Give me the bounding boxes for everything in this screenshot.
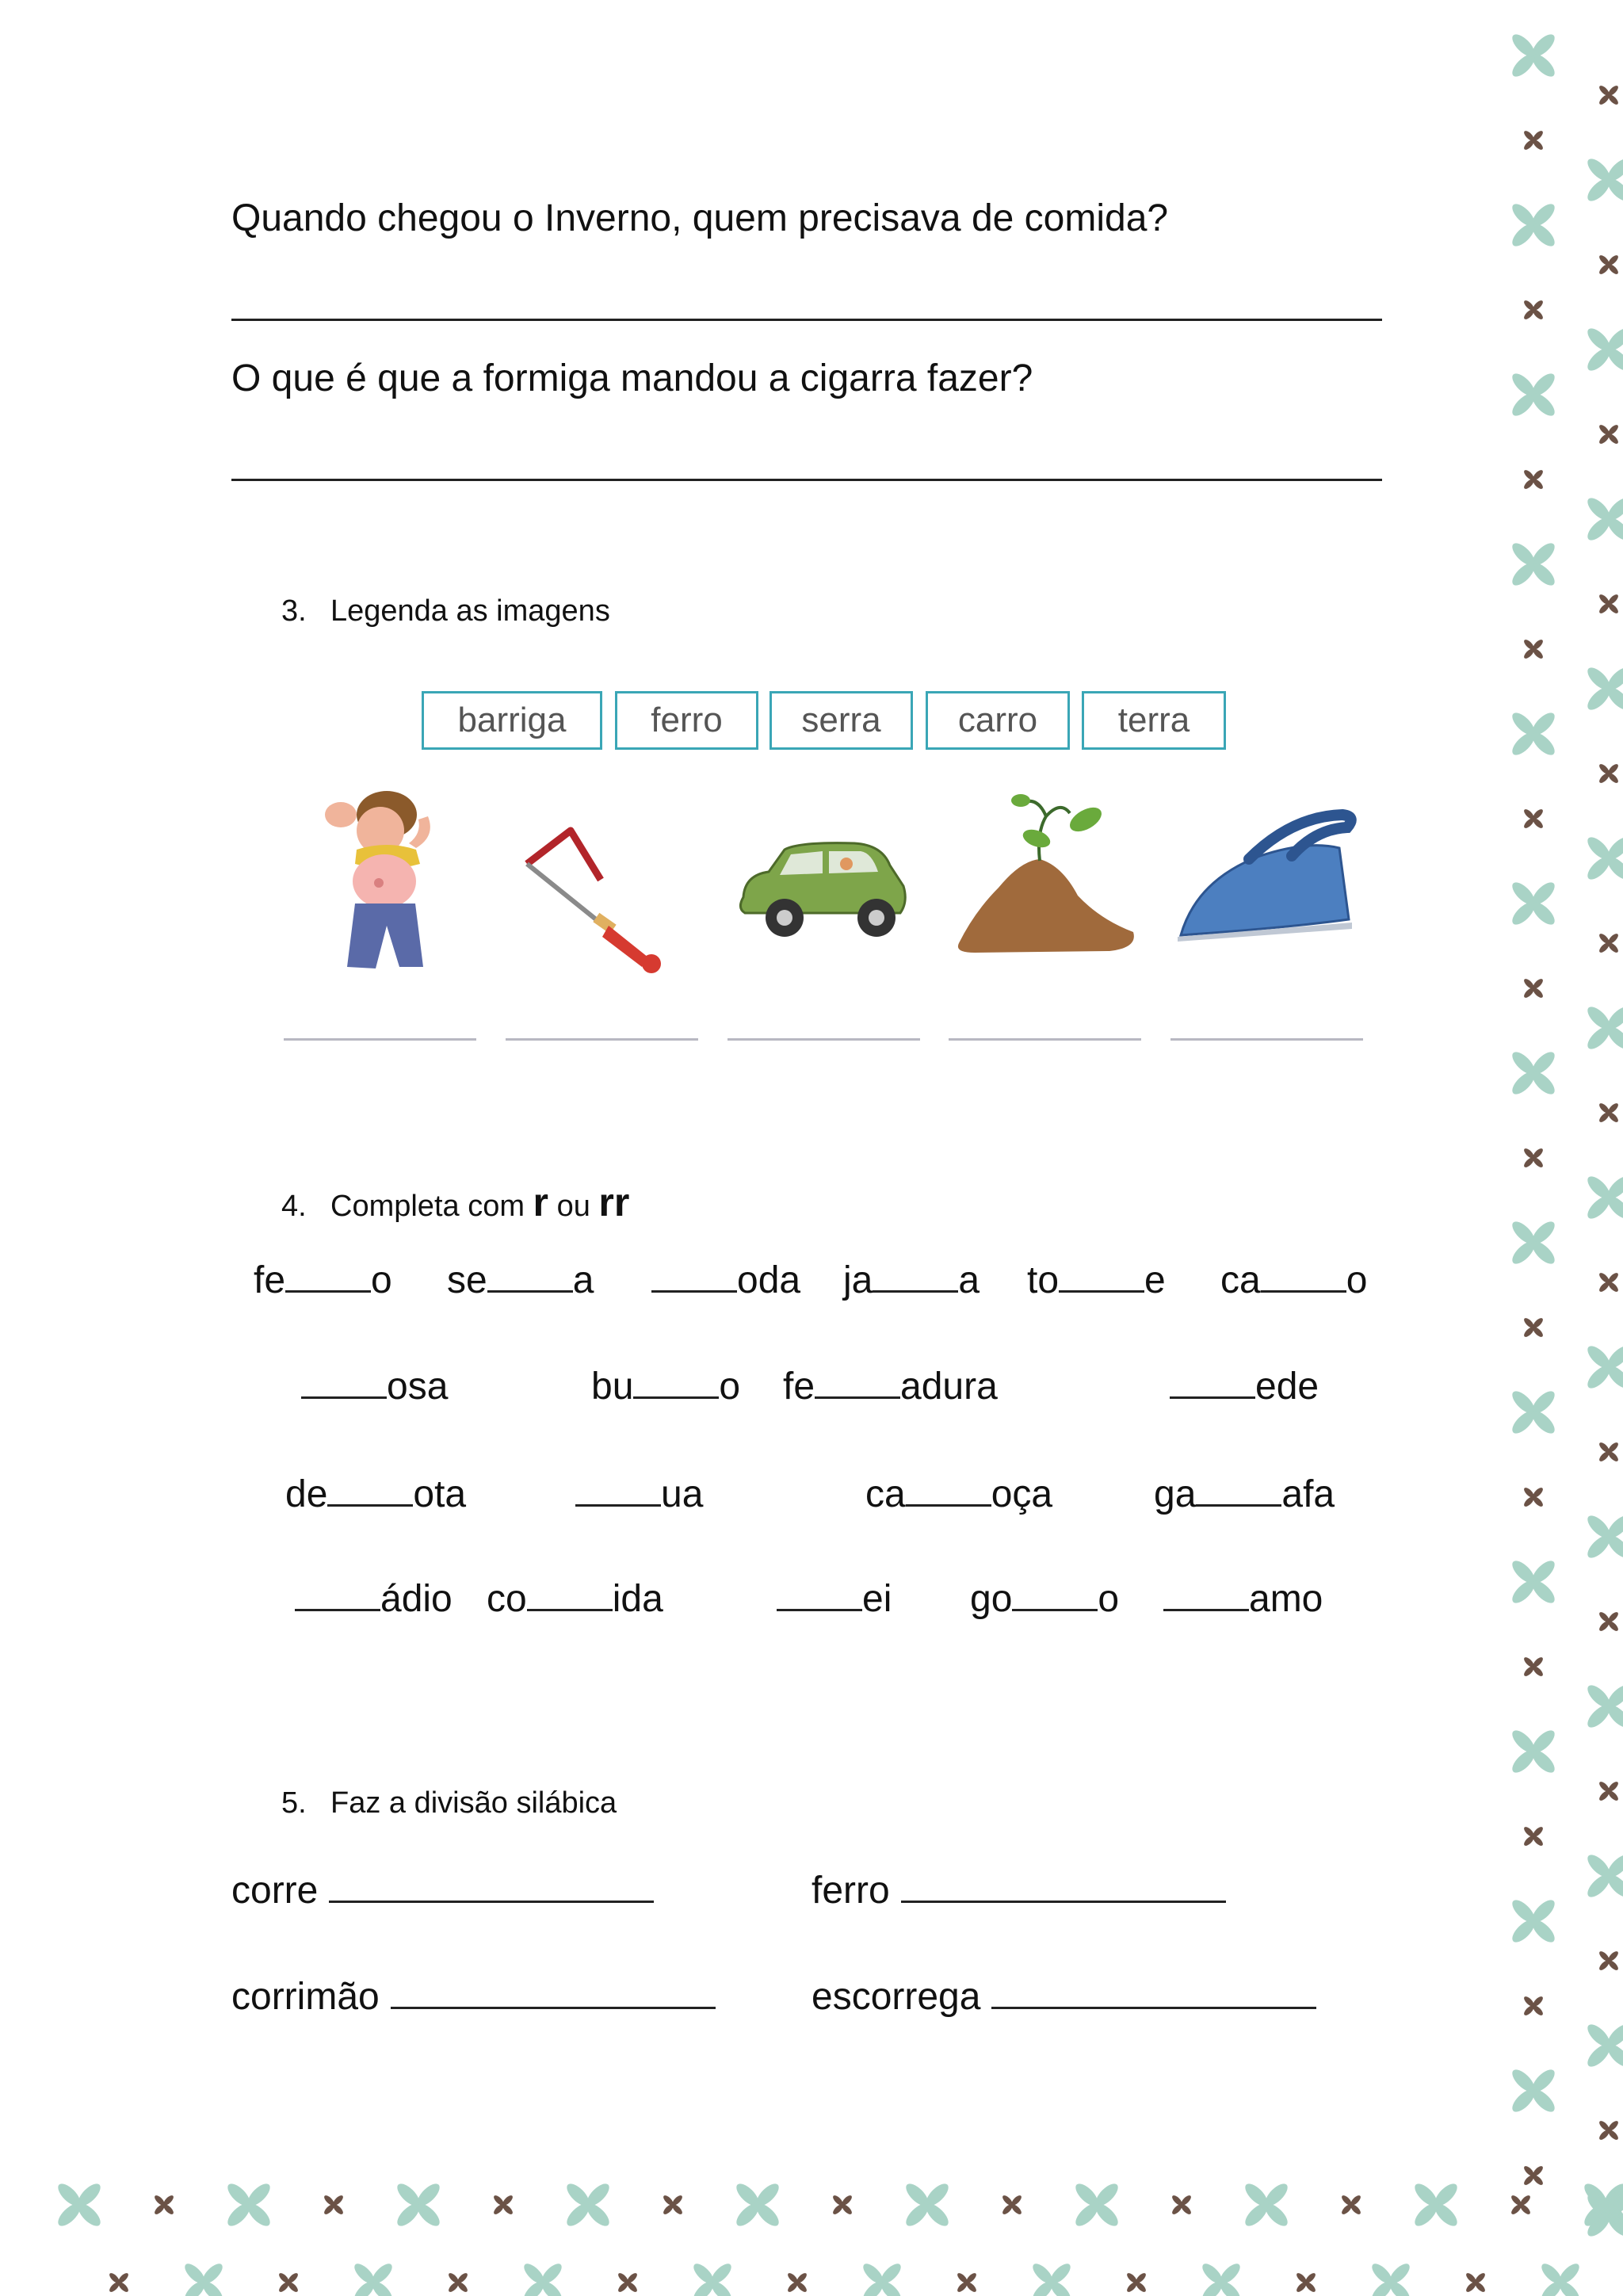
flower-ornament — [1509, 370, 1558, 419]
flower-ornament — [1369, 2260, 1412, 2296]
fill-item[interactable]: co ida — [487, 1578, 663, 1620]
section-4-ou: ou — [556, 1190, 590, 1223]
flower-ornament — [1584, 664, 1623, 713]
syllable-item-corre[interactable]: corre — [231, 1869, 654, 1912]
flower-ornament — [447, 2271, 469, 2294]
flower-ornament — [1029, 2260, 1073, 2296]
flower-ornament — [1125, 2271, 1148, 2294]
flower-ornament — [1584, 1512, 1623, 1561]
flower-ornament — [153, 2194, 175, 2216]
iron-icon — [1173, 800, 1363, 943]
decorative-border-right — [1498, 0, 1623, 2296]
decorative-border-bottom — [0, 2156, 1623, 2296]
flower-ornament — [1509, 1218, 1558, 1267]
flower-ornament — [351, 2260, 395, 2296]
answer-line-2[interactable] — [231, 479, 1382, 481]
fill-item[interactable]: fe adura — [783, 1366, 998, 1408]
flower-ornament — [1509, 1897, 1558, 1946]
section-5-number: 5. — [281, 1786, 307, 1820]
flower-ornament — [1598, 423, 1620, 445]
flower-ornament — [1598, 762, 1620, 785]
flower-ornament — [617, 2271, 639, 2294]
flower-ornament — [492, 2194, 514, 2216]
flower-ornament — [108, 2271, 130, 2294]
flower-ornament — [1522, 638, 1545, 660]
flower-ornament — [860, 2260, 903, 2296]
fill-item[interactable]: ga afa — [1154, 1473, 1335, 1515]
flower-ornament — [1584, 495, 1623, 544]
word-box-barriga: barriga — [422, 691, 602, 750]
flower-ornament — [224, 2180, 273, 2229]
flower-ornament — [1242, 2180, 1291, 2229]
flower-ornament — [1522, 1147, 1545, 1169]
caption-line-2[interactable] — [506, 1038, 698, 1041]
caption-line-1[interactable] — [284, 1038, 476, 1041]
flower-ornament — [1598, 1441, 1620, 1463]
flower-ornament — [1584, 1851, 1623, 1901]
flower-ornament — [1465, 2271, 1487, 2294]
flower-ornament — [662, 2194, 684, 2216]
flower-ornament — [1598, 2119, 1620, 2141]
section-3-number: 3. — [281, 594, 307, 628]
flower-ornament — [1581, 2180, 1623, 2229]
flower-ornament — [1598, 254, 1620, 276]
flower-ornament — [1538, 2260, 1582, 2296]
flower-ornament — [563, 2180, 613, 2229]
question-winter: Quando chegou o Inverno, quem precisava de comida? — [231, 197, 1169, 239]
flower-ornament — [956, 2271, 978, 2294]
flower-ornament — [1340, 2194, 1362, 2216]
syllable-item-ferro[interactable]: ferro — [812, 1869, 1226, 1912]
flower-ornament — [1509, 2066, 1558, 2115]
section-4-title — [281, 1179, 629, 1225]
section-5-label: Faz a divisão silábica — [330, 1786, 617, 1820]
flower-ornament — [323, 2194, 345, 2216]
caption-line-4[interactable] — [949, 1038, 1141, 1041]
section-4-number: 4. — [281, 1190, 307, 1223]
option-r: r — [533, 1180, 549, 1224]
flower-ornament — [1522, 977, 1545, 999]
caption-line-3[interactable] — [727, 1038, 920, 1041]
flower-ornament — [521, 2260, 564, 2296]
flower-ornament — [831, 2194, 854, 2216]
fill-item[interactable]: ua — [575, 1473, 703, 1516]
flower-ornament — [1199, 2260, 1243, 2296]
syllable-item-escorrega[interactable]: escorrega — [812, 1975, 1316, 2019]
syllable-item-corrimao[interactable]: corrimão — [231, 1975, 716, 2019]
flower-ornament — [1522, 1316, 1545, 1339]
caption-line-5[interactable] — [1170, 1038, 1363, 1041]
flower-ornament — [1522, 808, 1545, 830]
flower-ornament — [1001, 2194, 1023, 2216]
flower-ornament — [1522, 129, 1545, 151]
flower-ornament — [1522, 299, 1545, 321]
flower-ornament — [1509, 1388, 1558, 1437]
flower-ornament — [1509, 201, 1558, 250]
section-4-label: Completa com — [330, 1190, 525, 1223]
soil-plant-icon — [951, 793, 1141, 959]
flower-ornament — [1522, 1656, 1545, 1678]
flower-ornament — [1584, 1682, 1623, 1731]
fill-item[interactable]: osa — [301, 1365, 448, 1408]
flower-ornament — [1509, 709, 1558, 758]
flower-ornament — [1509, 1557, 1558, 1606]
flower-ornament — [1584, 1173, 1623, 1222]
flower-ornament — [55, 2180, 104, 2229]
flower-ornament — [1522, 1486, 1545, 1508]
flower-ornament — [1170, 2194, 1193, 2216]
section-5-title — [281, 1786, 617, 1820]
flower-ornament — [1509, 31, 1558, 80]
flower-ornament — [1598, 932, 1620, 954]
flower-ornament — [1509, 540, 1558, 589]
flower-ornament — [1584, 1003, 1623, 1052]
flower-ornament — [690, 2260, 734, 2296]
flower-ornament — [1295, 2271, 1317, 2294]
flower-ornament — [1509, 1727, 1558, 1776]
car-icon — [727, 834, 918, 945]
flower-ornament — [1510, 2194, 1532, 2216]
fill-item[interactable]: bu o — [591, 1366, 741, 1408]
flower-ornament — [1584, 2021, 1623, 2070]
fill-item[interactable]: ei — [777, 1577, 892, 1621]
fill-item[interactable]: to e — [1027, 1259, 1166, 1301]
fill-item[interactable]: ca o — [1220, 1259, 1368, 1301]
fill-item[interactable]: se a — [447, 1259, 594, 1301]
flower-ornament — [1598, 1780, 1620, 1802]
fill-item[interactable]: go o — [970, 1578, 1120, 1620]
flower-ornament — [1584, 1343, 1623, 1392]
word-box-terra: terra — [1082, 691, 1226, 750]
flower-ornament — [1598, 1610, 1620, 1633]
flower-ornament — [733, 2180, 782, 2229]
flower-ornament — [277, 2271, 300, 2294]
question-ant: O que é que a formiga mandou a cigarra fazer? — [231, 357, 1033, 399]
flower-ornament — [394, 2180, 443, 2229]
flower-ornament — [1522, 468, 1545, 491]
flower-ornament — [1509, 1049, 1558, 1098]
flower-ornament — [1584, 325, 1623, 374]
fill-item[interactable]: amo — [1163, 1577, 1323, 1621]
flower-ornament — [786, 2271, 808, 2294]
flower-ornament — [1411, 2180, 1461, 2229]
section-3-title — [281, 594, 610, 628]
flower-ornament — [1509, 879, 1558, 928]
hacksaw-icon — [515, 824, 674, 975]
flower-ornament — [1598, 1271, 1620, 1293]
flower-ornament — [1072, 2180, 1121, 2229]
flower-ornament — [1584, 155, 1623, 204]
fill-item[interactable]: ede — [1170, 1365, 1319, 1408]
flower-ornament — [1598, 1950, 1620, 1972]
fill-item[interactable]: ádio — [295, 1577, 453, 1621]
answer-line-1[interactable] — [231, 319, 1382, 321]
fill-item[interactable]: oda — [651, 1259, 800, 1302]
flower-ornament — [1598, 1102, 1620, 1124]
word-box-carro: carro — [926, 691, 1070, 750]
section-3-label: Legenda as imagens — [330, 594, 610, 628]
flower-ornament — [1522, 1825, 1545, 1847]
fill-item[interactable]: ca oça — [865, 1473, 1053, 1515]
flower-ornament — [181, 2260, 225, 2296]
fill-item[interactable]: de ota — [285, 1473, 467, 1515]
flower-ornament — [903, 2180, 952, 2229]
word-box-serra: serra — [769, 691, 913, 750]
fill-item[interactable]: fe o — [254, 1259, 392, 1301]
flower-ornament — [1598, 593, 1620, 615]
flower-ornament — [1522, 1995, 1545, 2017]
word-box-ferro: ferro — [615, 691, 758, 750]
option-rr: rr — [598, 1180, 630, 1224]
fill-item[interactable]: ja a — [843, 1259, 980, 1301]
flower-ornament — [1598, 84, 1620, 106]
flower-ornament — [1584, 834, 1623, 883]
belly-man-icon — [317, 785, 460, 975]
